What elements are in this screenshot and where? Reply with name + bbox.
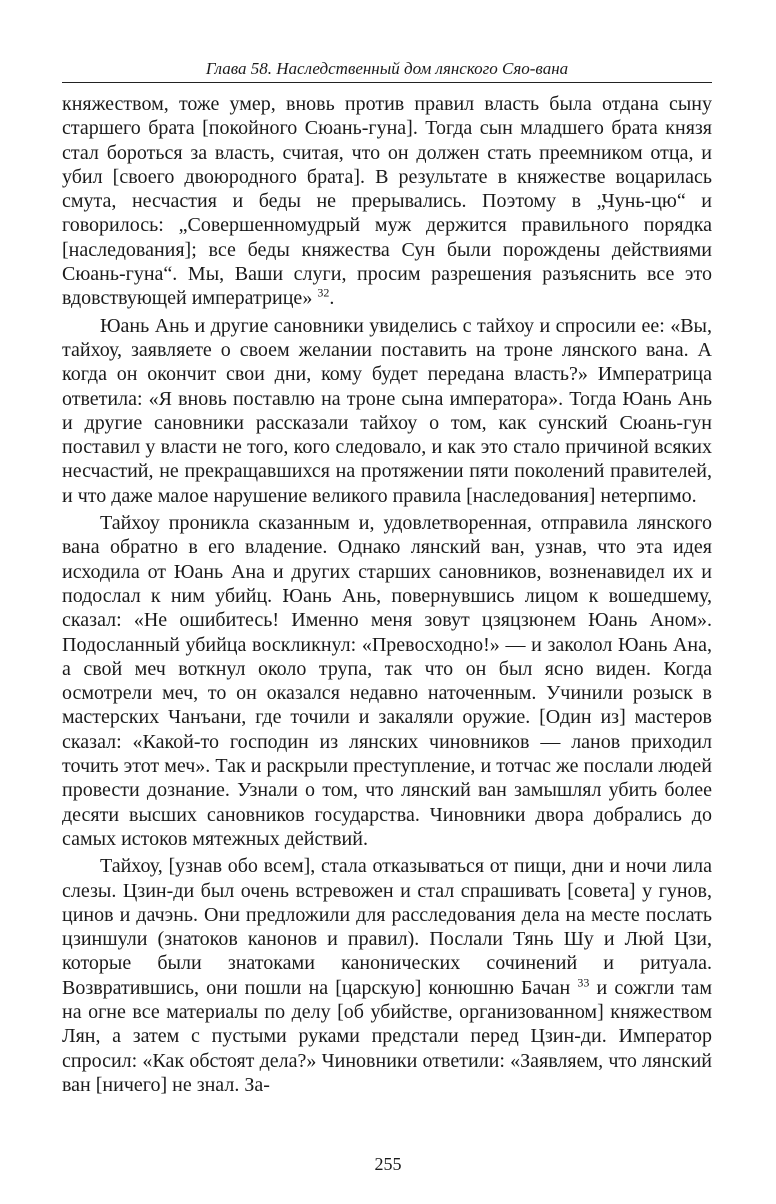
footnote-ref-33: 33 xyxy=(577,975,590,990)
paragraph-1: княжеством, тоже умер, вновь против правил власть была отдана сыну старшего брата [покойного Сюань-гуна]. Тогда сын младшего брата князя стал бороться за власть, считая, что он должен стать преемником отца, и убил [своего двоюродного брата]. В результате в княжестве воцарилась смута, несчастия и беды не прерывались. Поэтому в „Чунь-цю“ и говорилось: „Совершенномудрый муж держится правильного порядка [наследования]; все беды княжества Сун были порождены действиями Сюань-гуна“. Мы, Ваши слуги, просим разрешения разъяснить все это вдовствующей императрице» $^{32}$. xyxy=(62,93,712,310)
page-number: 255 xyxy=(374,1154,402,1174)
footnote-ref-32: 32 xyxy=(317,285,330,300)
paragraph-4-text: Тайхоу, [узнав обо всем], стала отказываться от пищи, дни и ночи лила слезы. Цзин-ди был очень встревожен и стал спрашивать [совета] у гунов, цинов и дачэнь. Они предложили для расследования дела на месте послать цзиншули (знатоков канонов и правил). Послали Тянь Шу и Люй Цзи, которые были знатоками канонических сочинений и ритуала. Возвратившись, они пошли на [царскую] конюшню Бачан xyxy=(62,855,712,999)
body-text xyxy=(62,92,712,1097)
paragraph-2: Юань Ань и другие сановники увиделись с тайхоу и спросили ее: «Вы, тайхоу, заявляете о своем желании поставить на троне лянского вана. А когда он окончит свои дни, кому будет передана власть?» Императрица ответила: «Я вновь поставлю на троне сына императора». Тогда Юань Ань и другие сановники рассказали тайхоу о том, как сунский Сюань-гун поставил у власти не того, кого следовало, и как это стало причиной всяких несчастий, не прекращавшихся на протяжении пяти поколений правителей, и что даже малое нарушение великого правила [наследования] нетерпимо. xyxy=(62,314,712,507)
paragraph-4 xyxy=(62,854,712,1097)
header-rule xyxy=(62,82,712,83)
paragraph-1-text: княжеством, тоже умер, вновь против правил власть была отдана сыну старшего брата [покойного Сюань-гуна]. Тогда сын младшего брата князя стал бороться за власть, считая, что он должен стать преемником отца, и убил [своего двоюродного брата]. В результате в княжестве воцарилась смута, несчастия и беды не прерывались. Поэтому в „Чунь-цю“ и говорилось: „Совершенномудрый муж держится правильного порядка [наследования]; все беды княжества Сун были порождены действиями Сюань-гуна“. Мы, Ваши слуги, просим разрешения разъяснить все это вдовствующей императрице» xyxy=(62,93,712,310)
paragraph-3: Тайхоу проникла сказанным и, удовлетворенная, отправила лянского вана обратно в его владение. Однако лянский ван, узнав, что эта идея исходила от Юань Ана и других старших сановников, возненавидел их и подослал к ним убийц. Юань Ань, повернувшись лицом к вошедшему, сказал: «Не ошибитесь! Именно меня зовут цзяцзюнем Юань Аном». Подосланный убийца воскликнул: «Превосходно!» — и заколол Юань Ана, а свой меч воткнул около трупа, так что он был ясно виден. Когда осмотрели меч, то он оказался недавно наточенным. Учинили розыск в мастерских Чанъани, где точили и закаляли оружие. [Один из] мастеров сказал: «Какой-то господин из лянских чиновников — ланов приходил точить этот меч». Так и раскрыли преступление, и тотчас же послали людей провести дознание. Узнали о том, что лянский ван замышлял убить более десяти высших сановников государства. Чиновники двора добрались до самых истоков мятежных действий. xyxy=(62,512,712,850)
paragraph-4-text-cont: и сожгли там на огне все материалы по делу [об убийстве, организованном] княжеством Лян, а затем с пустыми руками предстали перед Цзин-ди. Император спросил: «Как обстоят дела?» Чиновники ответили: «Заявляем, что лянский ван [ничего] не знал. За- xyxy=(62,976,713,1096)
running-head: Глава 58. Наследственный дом лянского Сяо-вана xyxy=(205,59,569,78)
